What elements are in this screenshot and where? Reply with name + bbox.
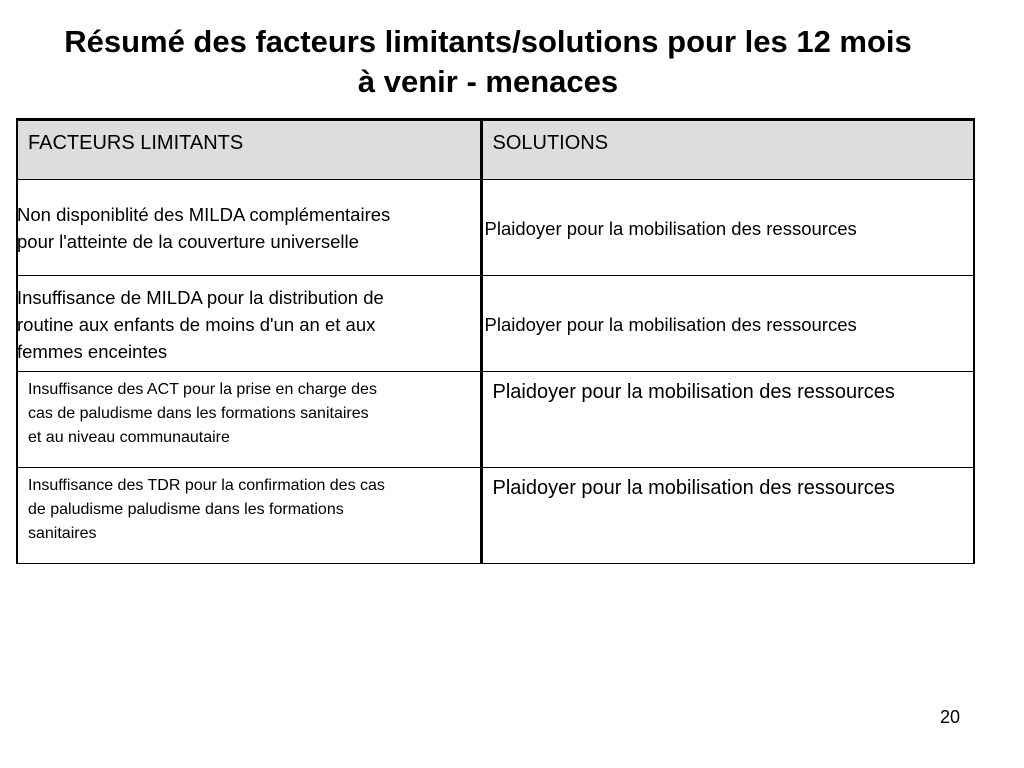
header-solutions-label: SOLUTIONS xyxy=(492,132,609,154)
factor-text-line: Non disponiblité des MILDA complémentaires xyxy=(17,204,391,225)
factor-cell xyxy=(17,468,481,564)
solution-cell xyxy=(481,372,974,468)
solution-text: Plaidoyer pour la mobilisation des ressources xyxy=(492,381,895,403)
solution-cell xyxy=(481,276,974,372)
factor-cell xyxy=(17,276,481,372)
table-row xyxy=(17,180,974,276)
factor-text-line: cas de paludisme dans les formations sanitaires xyxy=(28,405,369,422)
table-row xyxy=(17,276,974,372)
factor-text-line: Insuffisance des ACT pour la prise en charge des xyxy=(28,381,377,398)
table-row xyxy=(17,468,974,564)
header-factors-label: FACTEURS LIMITANTS xyxy=(28,132,244,154)
factor-text-line: Insuffisance de MILDA pour la distribution de xyxy=(17,287,384,308)
header-solutions xyxy=(481,120,974,180)
table-row xyxy=(17,372,974,468)
slide-title-line: Résumé des facteurs limitants/solutions pour les 12 mois xyxy=(64,24,912,59)
page-number: 20 xyxy=(940,707,961,727)
factor-text-line: sanitaires xyxy=(28,525,97,542)
factor-text-line: femmes enceintes xyxy=(17,341,168,362)
slide-title xyxy=(0,22,976,102)
limiting-factors-table xyxy=(16,118,975,564)
factor-text-line: routine aux enfants de moins d'un an et aux xyxy=(17,314,376,335)
factor-text-line: de paludisme paludisme dans les formations xyxy=(28,501,344,518)
factor-text-line: et au niveau communautaire xyxy=(28,429,230,446)
table-header-row xyxy=(17,120,974,180)
factor-cell xyxy=(17,180,481,276)
factor-cell xyxy=(17,372,481,468)
solution-text: Plaidoyer pour la mobilisation des ressources xyxy=(492,477,895,499)
solution-cell xyxy=(481,180,974,276)
solution-text: Plaidoyer pour la mobilisation des ressources xyxy=(484,314,857,335)
slide-title-line: à venir - menaces xyxy=(357,64,619,99)
factor-text-line: Insuffisance des TDR pour la confirmation des cas xyxy=(28,477,385,494)
factor-text-line: pour l'atteinte de la couverture universelle xyxy=(17,231,359,252)
solution-text: Plaidoyer pour la mobilisation des ressources xyxy=(484,218,857,239)
header-factors xyxy=(17,120,481,180)
solution-cell xyxy=(481,468,974,564)
